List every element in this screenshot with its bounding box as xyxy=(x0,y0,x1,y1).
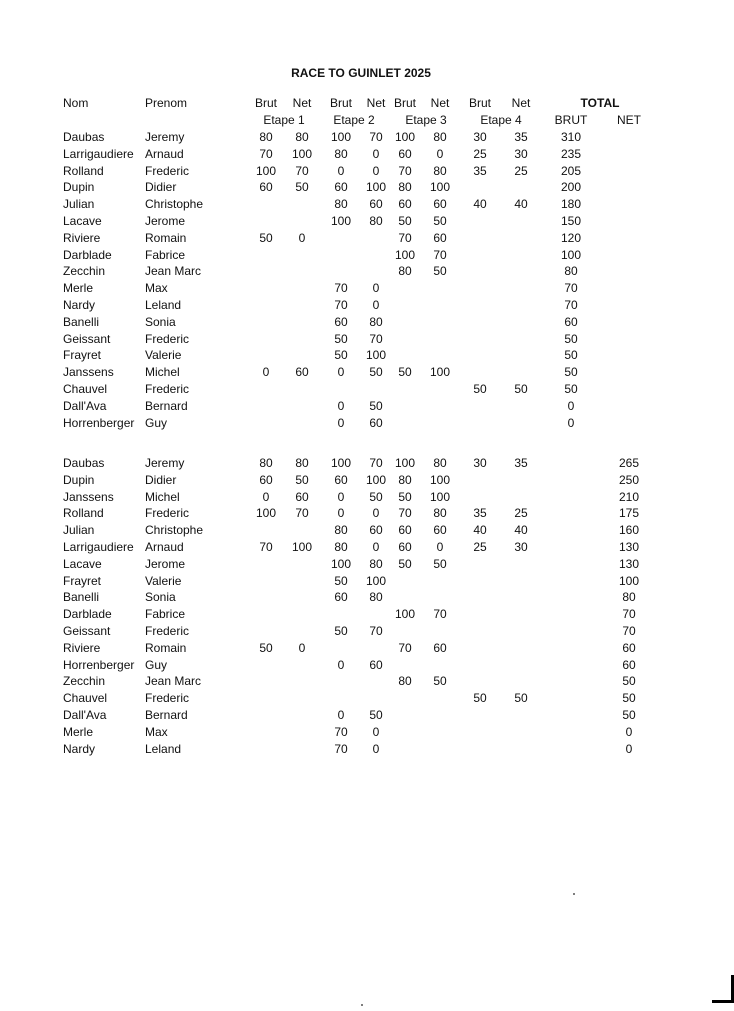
cell-etape3-net: 50 xyxy=(433,556,447,571)
cell-prenom: Frederic xyxy=(145,382,190,396)
cell-nom: Dupin xyxy=(63,472,95,487)
cell-nom: Rolland xyxy=(63,506,104,521)
cell-etape2-net: 0 xyxy=(372,163,380,178)
cell-total-net: 50 xyxy=(622,691,636,706)
cell-etape2-net: 70 xyxy=(369,456,383,470)
cell-etape3-brut: 60 xyxy=(398,540,412,554)
cell-nom: Janssens xyxy=(63,489,114,504)
cell-etape1-brut: 80 xyxy=(259,130,273,144)
cell-etape1-net: 100 xyxy=(291,540,313,554)
cell-etape4-brut: 40 xyxy=(473,523,487,538)
cell-nom: Banelli xyxy=(63,314,100,329)
cell-prenom: Max xyxy=(145,724,168,739)
cell-etape1-net: 50 xyxy=(295,472,309,487)
cell-nom: Dall'Ava xyxy=(63,708,107,722)
cell-etape2-net: 60 xyxy=(369,657,383,672)
cell-etape1-net: 100 xyxy=(291,146,313,161)
cell-etape2-net: 0 xyxy=(372,281,380,296)
cell-nom: Riviere xyxy=(63,640,101,655)
cell-nom: Darblade xyxy=(63,607,112,622)
cell-etape3-net: 60 xyxy=(433,523,447,538)
cell-etape2-net: 60 xyxy=(369,523,383,538)
cell-etape4-net: 40 xyxy=(514,197,528,212)
cell-total-brut: 310 xyxy=(560,130,582,144)
cell-etape2-net: 70 xyxy=(369,624,383,638)
cell-etape2-brut: 60 xyxy=(334,314,348,329)
cell-etape1-brut: 70 xyxy=(259,540,273,554)
cell-etape2-brut: 0 xyxy=(337,365,345,380)
cell-prenom: Bernard xyxy=(145,708,188,722)
cell-prenom: Didier xyxy=(145,180,177,195)
cell-etape3-brut: 70 xyxy=(398,230,412,245)
cell-prenom: Jean Marc xyxy=(145,264,202,279)
cell-prenom: Romain xyxy=(145,230,187,245)
cell-prenom: Michel xyxy=(145,489,180,504)
cell-prenom: Frederic xyxy=(145,691,190,706)
cell-total-net: 130 xyxy=(618,556,640,571)
cell-total-net: 210 xyxy=(618,489,640,504)
cell-etape2-net: 100 xyxy=(365,180,387,195)
cell-nom: Dall'Ava xyxy=(63,398,107,413)
cell-etape3-net: 80 xyxy=(433,456,447,470)
cell-etape1-net: 70 xyxy=(295,506,309,521)
cell-etape4-brut: 25 xyxy=(473,146,487,161)
header-etape-2: Etape 2 xyxy=(333,113,375,127)
cell-etape1-brut: 60 xyxy=(259,472,273,487)
cell-etape3-net: 0 xyxy=(436,146,444,161)
cell-nom: Nardy xyxy=(63,741,96,756)
cell-prenom: Leland xyxy=(145,298,182,312)
cell-nom: Horrenberger xyxy=(63,415,135,430)
cell-prenom: Frederic xyxy=(145,624,190,638)
cell-prenom: Jean Marc xyxy=(145,674,202,689)
cell-etape2-net: 100 xyxy=(365,472,387,487)
cell-prenom: Fabrice xyxy=(145,607,186,622)
cell-nom: Julian xyxy=(63,523,95,538)
cell-etape3-net: 100 xyxy=(429,365,451,380)
cell-prenom: Frederic xyxy=(145,331,190,346)
scan-speck xyxy=(573,893,575,895)
cell-etape1-brut: 50 xyxy=(259,640,273,655)
cell-etape2-net: 60 xyxy=(369,197,383,212)
cell-nom: Merle xyxy=(63,281,94,296)
cell-etape3-net: 80 xyxy=(433,163,447,178)
cell-etape3-net: 80 xyxy=(433,506,447,521)
cell-etape1-brut: 50 xyxy=(259,230,273,245)
cell-nom: Darblade xyxy=(63,247,112,262)
header-etape4-brut: Brut xyxy=(468,96,492,110)
cell-etape3-brut: 80 xyxy=(398,180,412,195)
cell-etape2-net: 80 xyxy=(369,556,383,571)
cell-prenom: Max xyxy=(145,281,168,296)
cell-nom: Frayret xyxy=(63,348,102,363)
cell-total-brut: 70 xyxy=(564,281,578,296)
cell-etape3-brut: 100 xyxy=(394,130,416,144)
header-etape4-net: Net xyxy=(511,96,531,110)
cell-prenom: Didier xyxy=(145,472,177,487)
cell-total-brut: 100 xyxy=(560,247,582,262)
cell-etape2-brut: 80 xyxy=(334,197,348,212)
cell-nom: Lacave xyxy=(63,556,102,571)
cell-nom: Julian xyxy=(63,197,95,212)
cell-etape2-net: 50 xyxy=(369,708,383,722)
cell-etape2-brut: 70 xyxy=(334,724,348,739)
cell-prenom: Michel xyxy=(145,365,180,380)
cell-etape2-brut: 60 xyxy=(334,590,348,605)
cell-etape2-net: 80 xyxy=(369,214,383,228)
cell-nom: Frayret xyxy=(63,573,102,588)
cell-etape2-net: 50 xyxy=(369,365,383,380)
cell-etape2-brut: 0 xyxy=(337,415,345,430)
cell-total-brut: 50 xyxy=(564,365,578,380)
cell-etape2-brut: 70 xyxy=(334,281,348,296)
cell-etape2-brut: 60 xyxy=(334,472,348,487)
cell-etape3-brut: 60 xyxy=(398,523,412,538)
cell-etape1-brut: 0 xyxy=(262,365,270,380)
cell-etape2-brut: 70 xyxy=(334,298,348,312)
cell-etape2-net: 0 xyxy=(372,298,380,312)
cell-nom: Dupin xyxy=(63,180,95,195)
cell-etape3-net: 60 xyxy=(433,230,447,245)
header-etape3-net: Net xyxy=(430,96,450,110)
cell-total-brut: 60 xyxy=(564,314,578,329)
cell-etape4-brut: 35 xyxy=(473,506,487,521)
cell-etape3-brut: 60 xyxy=(398,197,412,212)
cell-etape3-brut: 50 xyxy=(398,556,412,571)
cell-etape2-brut: 100 xyxy=(330,556,352,571)
cell-total-brut: 50 xyxy=(564,348,578,363)
cell-etape1-net: 60 xyxy=(295,365,309,380)
cell-etape3-net: 60 xyxy=(433,640,447,655)
cell-etape2-net: 0 xyxy=(372,724,380,739)
cell-total-net: 50 xyxy=(622,708,636,722)
cell-etape2-brut: 0 xyxy=(337,506,345,521)
cell-total-net: 265 xyxy=(618,456,640,470)
cell-total-net: 175 xyxy=(618,506,640,521)
cell-etape2-brut: 0 xyxy=(337,489,345,504)
header-total-net: NET xyxy=(617,113,641,127)
cell-etape2-brut: 0 xyxy=(337,398,345,413)
cell-nom: Chauvel xyxy=(63,691,108,706)
cell-nom: Janssens xyxy=(63,365,114,380)
cell-total-brut: 180 xyxy=(560,197,582,212)
cell-total-brut: 150 xyxy=(560,214,582,228)
cell-nom: Daubas xyxy=(63,130,105,144)
cell-total-net: 130 xyxy=(618,540,640,554)
header-etape-1: Etape 1 xyxy=(263,113,305,127)
cell-etape2-brut: 0 xyxy=(337,657,345,672)
cell-etape3-brut: 70 xyxy=(398,640,412,655)
cell-etape3-brut: 50 xyxy=(398,365,412,380)
cell-etape2-net: 70 xyxy=(369,331,383,346)
cell-etape2-net: 0 xyxy=(372,146,380,161)
cell-etape1-net: 60 xyxy=(295,489,309,504)
cell-etape3-brut: 100 xyxy=(394,456,416,470)
cell-etape2-net: 0 xyxy=(372,506,380,521)
cell-etape3-net: 50 xyxy=(433,674,447,689)
cell-total-brut: 0 xyxy=(567,398,575,413)
cell-prenom: Christophe xyxy=(145,197,204,212)
cell-etape3-brut: 80 xyxy=(398,264,412,279)
cell-total-net: 160 xyxy=(618,523,640,538)
cell-nom: Larrigaudiere xyxy=(63,146,134,161)
cell-etape1-net: 80 xyxy=(295,130,309,144)
cell-total-brut: 70 xyxy=(564,298,578,312)
cell-nom: Banelli xyxy=(63,590,100,605)
cell-etape3-net: 100 xyxy=(429,472,451,487)
cell-etape1-brut: 80 xyxy=(259,456,273,470)
cell-prenom: Arnaud xyxy=(145,146,184,161)
header-total: TOTAL xyxy=(580,96,620,110)
cell-etape4-net: 40 xyxy=(514,523,528,538)
cell-total-brut: 80 xyxy=(564,264,578,279)
cell-nom: Nardy xyxy=(63,298,96,312)
cell-nom: Zecchin xyxy=(63,264,106,279)
cell-etape3-brut: 70 xyxy=(398,506,412,521)
cell-etape2-net: 70 xyxy=(369,130,383,144)
cell-etape2-brut: 100 xyxy=(330,130,352,144)
cell-total-net: 50 xyxy=(622,674,636,689)
header-etape3-brut: Brut xyxy=(393,96,417,110)
cell-etape3-net: 50 xyxy=(433,214,447,228)
cell-prenom: Jerome xyxy=(145,214,186,228)
cell-total-brut: 120 xyxy=(560,230,582,245)
cell-nom: Daubas xyxy=(63,456,105,470)
cell-etape2-net: 80 xyxy=(369,314,383,329)
cell-nom: Horrenberger xyxy=(63,657,135,672)
cell-etape2-brut: 60 xyxy=(334,180,348,195)
cell-total-brut: 200 xyxy=(560,180,582,195)
cell-etape2-brut: 100 xyxy=(330,456,352,470)
cell-etape4-net: 30 xyxy=(514,146,528,161)
cell-etape4-net: 30 xyxy=(514,540,528,554)
cell-etape2-brut: 70 xyxy=(334,741,348,756)
cell-etape2-net: 100 xyxy=(365,573,387,588)
cell-etape4-net: 35 xyxy=(514,130,528,144)
cell-etape4-net: 25 xyxy=(514,506,528,521)
cell-etape4-brut: 25 xyxy=(473,540,487,554)
cell-etape3-net: 80 xyxy=(433,130,447,144)
cell-total-net: 0 xyxy=(625,741,633,756)
cell-etape4-brut: 30 xyxy=(473,456,487,470)
header-etape1-brut: Brut xyxy=(254,96,278,110)
cell-prenom: Bernard xyxy=(145,398,188,413)
cell-total-brut: 50 xyxy=(564,382,578,396)
cell-etape3-brut: 80 xyxy=(398,472,412,487)
cell-etape1-net: 0 xyxy=(298,230,306,245)
header-etape2-net: Net xyxy=(366,96,386,110)
cell-etape3-net: 100 xyxy=(429,489,451,504)
cell-etape3-net: 60 xyxy=(433,197,447,212)
header-etape-4: Etape 4 xyxy=(480,113,522,127)
cell-etape3-brut: 80 xyxy=(398,674,412,689)
cell-etape2-brut: 50 xyxy=(334,348,348,363)
cell-etape2-net: 50 xyxy=(369,489,383,504)
header-prenom: Prenom xyxy=(145,96,188,110)
cell-etape1-brut: 100 xyxy=(255,506,277,521)
cell-etape2-brut: 100 xyxy=(330,214,352,228)
cell-prenom: Arnaud xyxy=(145,540,184,554)
cell-etape2-net: 60 xyxy=(369,415,383,430)
cell-total-net: 70 xyxy=(622,624,636,638)
cell-etape2-brut: 80 xyxy=(334,540,348,554)
cell-etape2-brut: 80 xyxy=(334,523,348,538)
cell-etape2-net: 80 xyxy=(369,590,383,605)
cell-etape4-brut: 40 xyxy=(473,197,487,212)
cell-etape3-net: 70 xyxy=(433,607,447,622)
cell-etape2-brut: 0 xyxy=(337,163,345,178)
cell-prenom: Valerie xyxy=(145,348,182,363)
cell-prenom: Jeremy xyxy=(145,130,185,144)
cell-total-net: 70 xyxy=(622,607,636,622)
cell-etape4-brut: 30 xyxy=(473,130,487,144)
cell-nom: Chauvel xyxy=(63,382,108,396)
page-title: RACE TO GUINLET 2025 xyxy=(291,66,431,80)
cell-prenom: Sonia xyxy=(145,314,176,329)
header-etape2-brut: Brut xyxy=(329,96,353,110)
cell-nom: Rolland xyxy=(63,163,104,178)
cell-prenom: Sonia xyxy=(145,590,176,605)
cell-etape2-brut: 80 xyxy=(334,146,348,161)
cell-etape4-net: 50 xyxy=(514,691,528,706)
cell-etape1-brut: 60 xyxy=(259,180,273,195)
cell-etape2-brut: 50 xyxy=(334,624,348,638)
cell-etape3-brut: 70 xyxy=(398,163,412,178)
cell-prenom: Romain xyxy=(145,640,187,655)
cell-prenom: Christophe xyxy=(145,523,204,538)
cell-etape2-brut: 50 xyxy=(334,331,348,346)
cell-etape3-net: 50 xyxy=(433,264,447,279)
cell-total-brut: 235 xyxy=(560,146,582,161)
cell-etape1-net: 50 xyxy=(295,180,309,195)
cell-etape4-net: 25 xyxy=(514,163,528,178)
cell-etape2-net: 0 xyxy=(372,741,380,756)
cell-etape2-net: 50 xyxy=(369,398,383,413)
cell-etape3-net: 0 xyxy=(436,540,444,554)
cell-total-net: 80 xyxy=(622,590,636,605)
cell-prenom: Frederic xyxy=(145,163,190,178)
cell-prenom: Guy xyxy=(145,415,168,430)
cell-etape3-net: 70 xyxy=(433,247,447,262)
cell-total-brut: 205 xyxy=(560,163,582,178)
cell-nom: Zecchin xyxy=(63,674,106,689)
cell-etape1-brut: 100 xyxy=(255,163,277,178)
cell-nom: Larrigaudiere xyxy=(63,540,134,554)
cell-etape1-net: 80 xyxy=(295,456,309,470)
cell-total-brut: 50 xyxy=(564,331,578,346)
cell-etape4-net: 35 xyxy=(514,456,528,470)
scan-speck xyxy=(361,1004,363,1006)
cell-nom: Merle xyxy=(63,724,94,739)
cell-etape1-brut: 0 xyxy=(262,489,270,504)
cell-nom: Geissant xyxy=(63,624,111,638)
cell-prenom: Leland xyxy=(145,741,182,756)
cell-etape2-net: 0 xyxy=(372,540,380,554)
header-etape-3: Etape 3 xyxy=(405,113,447,127)
cell-prenom: Jerome xyxy=(145,556,186,571)
cell-etape4-brut: 35 xyxy=(473,163,487,178)
cell-etape3-net: 100 xyxy=(429,180,451,195)
cell-nom: Riviere xyxy=(63,230,101,245)
cell-etape3-brut: 100 xyxy=(394,247,416,262)
cell-prenom: Frederic xyxy=(145,506,190,521)
header-nom: Nom xyxy=(63,96,89,110)
cell-etape2-net: 100 xyxy=(365,348,387,363)
cell-etape1-brut: 70 xyxy=(259,146,273,161)
cell-etape1-net: 0 xyxy=(298,640,306,655)
cell-total-net: 100 xyxy=(618,573,640,588)
cell-prenom: Fabrice xyxy=(145,247,186,262)
cell-total-net: 0 xyxy=(625,724,633,739)
cell-etape3-brut: 50 xyxy=(398,489,412,504)
cell-total-brut: 0 xyxy=(567,415,575,430)
cell-etape2-brut: 0 xyxy=(337,708,345,722)
cell-prenom: Guy xyxy=(145,657,168,672)
cell-etape4-net: 50 xyxy=(514,382,528,396)
cell-total-net: 250 xyxy=(618,472,640,487)
cell-etape4-brut: 50 xyxy=(473,691,487,706)
cell-etape3-brut: 100 xyxy=(394,607,416,622)
header-etape1-net: Net xyxy=(292,96,312,110)
cell-etape1-net: 70 xyxy=(295,163,309,178)
cell-nom: Lacave xyxy=(63,214,102,228)
cell-prenom: Jeremy xyxy=(145,456,185,470)
header-total-brut: BRUT xyxy=(554,113,588,127)
cell-etape4-brut: 50 xyxy=(473,382,487,396)
cell-nom: Geissant xyxy=(63,331,111,346)
cell-total-net: 60 xyxy=(622,640,636,655)
cell-total-net: 60 xyxy=(622,657,636,672)
cell-etape2-brut: 50 xyxy=(334,573,348,588)
cell-prenom: Valerie xyxy=(145,573,182,588)
cell-etape3-brut: 60 xyxy=(398,146,412,161)
cell-etape3-brut: 50 xyxy=(398,214,412,228)
